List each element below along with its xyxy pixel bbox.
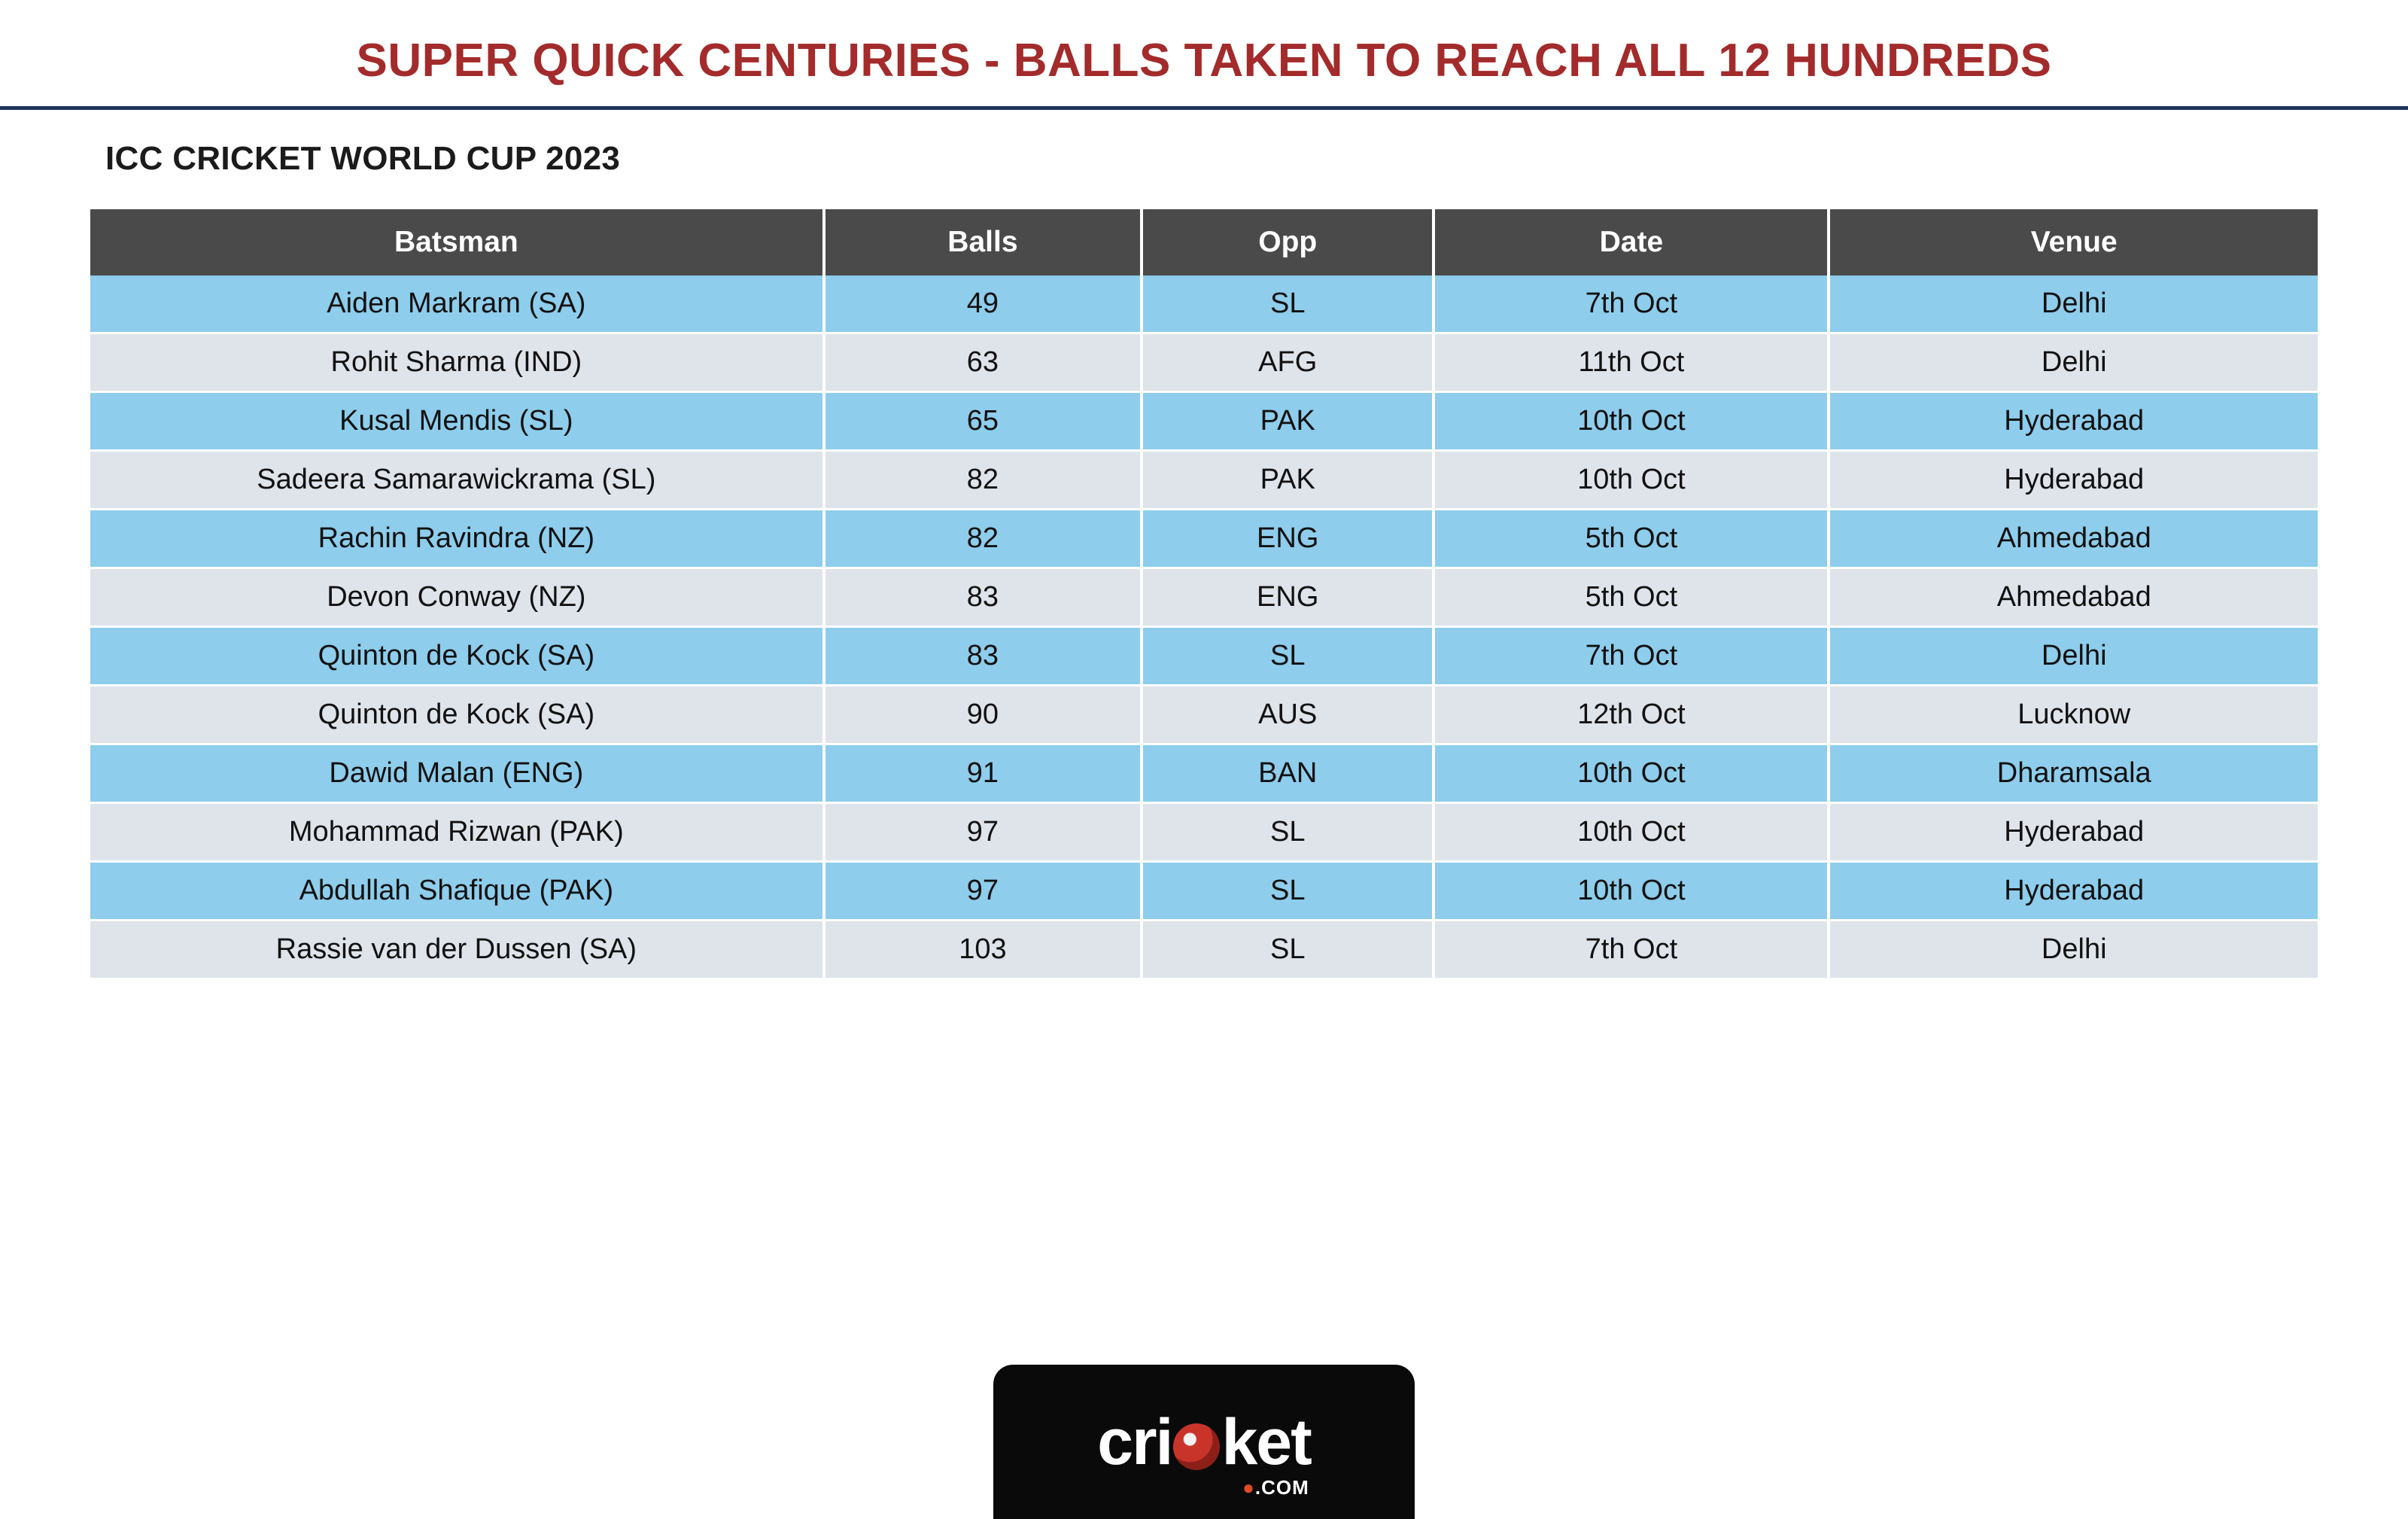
column-header-venue: Venue (1829, 209, 2318, 275)
cell-opp: AFG (1142, 333, 1434, 392)
cell-venue: Hyderabad (1829, 803, 2318, 862)
column-header-date: Date (1434, 209, 1829, 275)
cell-batsman: Rassie van der Dussen (SA) (90, 921, 824, 979)
cell-opp: SL (1142, 921, 1434, 979)
table-row (90, 744, 2318, 803)
cell-venue: Delhi (1829, 921, 2318, 979)
stats-table (90, 209, 2318, 980)
cell-balls: 83 (824, 627, 1142, 686)
cell-venue: Hyderabad (1829, 862, 2318, 921)
cell-opp: AUS (1142, 686, 1434, 744)
cell-batsman: Rohit Sharma (IND) (90, 333, 824, 392)
stats-table-container (0, 178, 2408, 980)
cell-date: 7th Oct (1434, 627, 1829, 686)
page-title: SUPER QUICK CENTURIES - BALLS TAKEN TO REACH ALL 12 HUNDREDS (356, 35, 2052, 87)
table-header (90, 209, 2318, 275)
cell-opp: PAK (1142, 392, 1434, 451)
cell-date: 10th Oct (1434, 862, 1829, 921)
cell-balls: 90 (824, 686, 1142, 744)
cell-opp: SL (1142, 275, 1434, 333)
logo-text-left: cri (1097, 1405, 1172, 1478)
table-row (90, 333, 2318, 392)
logo-suffix-text: .COM (1254, 1475, 1309, 1499)
table-row (90, 510, 2318, 568)
table-row (90, 451, 2318, 510)
cell-balls: 83 (824, 568, 1142, 627)
table-row (90, 803, 2318, 862)
cell-venue: Delhi (1829, 627, 2318, 686)
cell-balls: 97 (824, 862, 1142, 921)
cell-balls: 91 (824, 744, 1142, 803)
cell-balls: 49 (824, 275, 1142, 333)
cell-balls: 82 (824, 451, 1142, 510)
cell-date: 7th Oct (1434, 921, 1829, 979)
cell-date: 10th Oct (1434, 451, 1829, 510)
table-row (90, 568, 2318, 627)
cell-batsman: Rachin Ravindra (NZ) (90, 510, 824, 568)
cell-batsman: Quinton de Kock (SA) (90, 686, 824, 744)
cell-opp: SL (1142, 627, 1434, 686)
cell-venue: Ahmedabad (1829, 568, 2318, 627)
cell-balls: 82 (824, 510, 1142, 568)
cell-opp: SL (1142, 803, 1434, 862)
cell-batsman: Aiden Markram (SA) (90, 275, 824, 333)
cell-venue: Lucknow (1829, 686, 2318, 744)
page-subtitle: ICC CRICKET WORLD CUP 2023 (105, 140, 621, 178)
cell-date: 7th Oct (1434, 275, 1829, 333)
column-header-balls: Balls (824, 209, 1142, 275)
cell-batsman: Dawid Malan (ENG) (90, 744, 824, 803)
table-row (90, 921, 2318, 979)
cell-opp: PAK (1142, 451, 1434, 510)
table-row (90, 392, 2318, 451)
cell-venue: Delhi (1829, 333, 2318, 392)
table-row (90, 627, 2318, 686)
cell-balls: 65 (824, 392, 1142, 451)
cell-date: 5th Oct (1434, 568, 1829, 627)
logo-text-right: ket (1221, 1405, 1311, 1478)
logo-dot: ● (1242, 1475, 1255, 1499)
cell-balls: 103 (824, 921, 1142, 979)
table-row (90, 686, 2318, 744)
logo-wordmark (1097, 1405, 1311, 1499)
cell-balls: 63 (824, 333, 1142, 392)
column-header-batsman: Batsman (90, 209, 824, 275)
cell-balls: 97 (824, 803, 1142, 862)
table-row (90, 862, 2318, 921)
cell-date: 12th Oct (1434, 686, 1829, 744)
cell-date: 11th Oct (1434, 333, 1829, 392)
cell-date: 10th Oct (1434, 744, 1829, 803)
cell-venue: Dharamsala (1829, 744, 2318, 803)
cell-batsman: Sadeera Samarawickrama (SL) (90, 451, 824, 510)
column-header-opp: Opp (1142, 209, 1434, 275)
cell-opp: ENG (1142, 510, 1434, 568)
cell-venue: Delhi (1829, 275, 2318, 333)
cricket-com-logo (993, 1365, 1415, 1519)
cell-batsman: Quinton de Kock (SA) (90, 627, 824, 686)
cell-batsman: Mohammad Rizwan (PAK) (90, 803, 824, 862)
cell-date: 5th Oct (1434, 510, 1829, 568)
table-body (90, 275, 2318, 979)
cell-batsman: Devon Conway (NZ) (90, 568, 824, 627)
cell-batsman: Kusal Mendis (SL) (90, 392, 824, 451)
logo-domain-suffix (1242, 1475, 1309, 1499)
cell-opp: BAN (1142, 744, 1434, 803)
table-header-row (90, 209, 2318, 275)
cell-opp: SL (1142, 862, 1434, 921)
table-row (90, 275, 2318, 333)
cell-date: 10th Oct (1434, 392, 1829, 451)
cell-venue: Ahmedabad (1829, 510, 2318, 568)
cell-venue: Hyderabad (1829, 451, 2318, 510)
cell-batsman: Abdullah Shafique (PAK) (90, 862, 824, 921)
cell-venue: Hyderabad (1829, 392, 2318, 451)
cricket-ball-icon (1173, 1423, 1220, 1470)
cell-date: 10th Oct (1434, 803, 1829, 862)
cell-opp: ENG (1142, 568, 1434, 627)
